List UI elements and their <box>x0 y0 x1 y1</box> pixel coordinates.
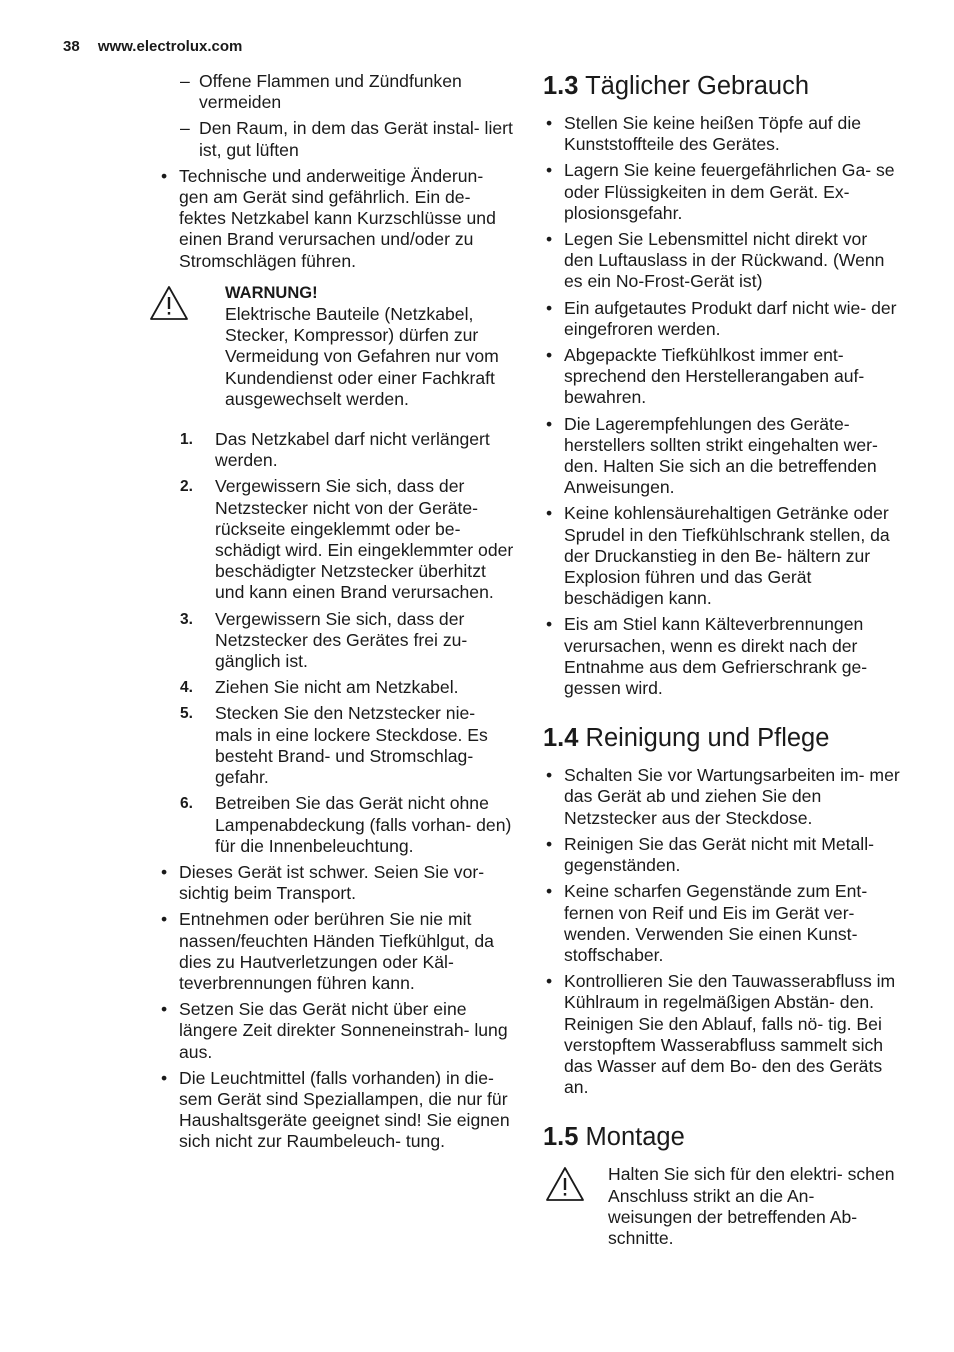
montage-text: Halten Sie sich für den elektri- schen Anschluss strikt an die An- weisungen der betreffenden Ab- schnitte. <box>608 1164 895 1248</box>
numbered-item: 3. Vergewissern Sie sich, dass der Netzstecker des Gerätes frei zu- gänglich ist. <box>180 608 468 672</box>
list-item: • Setzen Sie das Gerät nicht über eine längere Zeit direkter Sonneneinstrah- lung aus. <box>161 999 508 1062</box>
numbered-item: 4. Ziehen Sie nicht am Netzkabel. <box>180 677 459 698</box>
section-heading: 1.4 Reinigung und Pflege <box>543 724 830 753</box>
list-item: • Reinigen Sie das Gerät nicht mit Metall- gegenständen. <box>546 833 874 876</box>
warning-title: WARNUNG! <box>225 283 318 302</box>
list-item: • Legen Sie Lebensmittel nicht direkt vor den Luftauslass in der Rückwand. (Wenn es ein No-Frost-Gerät ist) <box>546 229 885 292</box>
numbered-item: 5. Stecken Sie den Netzstecker nie- mals in eine lockere Steckdose. Es besteht Brand- und Stromschlag- gefahr. <box>180 703 488 788</box>
list-item: • Ein aufgetautes Produkt darf nicht wie- der eingefroren werden. <box>546 297 897 339</box>
page-number: 38 <box>63 38 80 55</box>
list-item: • Kontrollieren Sie den Tauwasserabfluss im Kühlraum in regelmäßigen Abstän- den. Reinigen Sie den Ablauf, falls nö- tig. Bei verstopftem Wasserabfluss sammelt sich das Wasser auf dem Bo- den des Geräts an. <box>546 971 896 1098</box>
list-item: • Die Leuchtmittel (falls vorhanden) in die- sem Gerät sind Speziallampen, die nur für Haushaltsgeräte geeignet sind! Sie eignen sich nicht zur Raumbeleuch- tung. <box>161 1067 510 1152</box>
numbered-item: 1. Das Netzkabel darf nicht verlängert werden. <box>180 429 490 471</box>
list-item: • Die Lagerempfehlungen des Geräte- herstellers sollten strikt eingehalten wer- den. Halten Sie sich an die betreffenden Anweisungen. <box>546 413 878 498</box>
list-item: • Keine kohlensäurehaltigen Getränke oder Sprudel in den Tiefkühlschrank stellen, da der Druckanstieg in den Be- hältern zur Explosion führen und das Gerät beschädigen kann. <box>546 503 890 609</box>
list-item: – Offene Flammen und Zündfunken vermeiden <box>180 71 462 113</box>
list-item: • Abgepackte Tiefkühlkost immer ent- sprechend den Herstellerangaben auf- bewahren. <box>546 345 865 408</box>
montage-note <box>543 1164 901 1249</box>
list-item: • Eis am Stiel kann Kälteverbrennungen verursachen, wenn es direkt nach der Entnahme aus dem Gefrierschrank ge- gessen wird. <box>546 614 868 699</box>
warning-text: Elektrische Bauteile (Netzkabel, Stecker, Kompressor) dürfen zur Vermeidung von Gefahren nur vom Kundendienst oder einer Fachkraft ausgewechselt werden. <box>225 304 499 409</box>
list-item: • Keine scharfen Gegenstände zum Ent- fernen von Reif und Eis im Gerät ver- wenden. Verwenden Sie einen Kunst- stoffschaber. <box>546 881 868 965</box>
right-column <box>543 71 901 1249</box>
list-item: • Lagern Sie keine feuergefährlichen Ga- se oder Flüssigkeiten in dem Gerät. Ex- plosionsgefahr. <box>546 160 895 223</box>
section-heading: 1.3 Täglicher Gebrauch <box>543 72 810 100</box>
list-item: • Stellen Sie keine heißen Töpfe auf die Kunststoffteile des Gerätes. <box>546 113 862 155</box>
list-item: • Entnehmen oder berühren Sie nie mit nassen/feuchten Händen Tiefkühlgut, da dies zu Hautverletzungen oder Käl- teverbrennungen führen kann. <box>161 909 494 993</box>
warning-triangle-icon <box>545 1166 585 1202</box>
numbered-item: 6. Betreiben Sie das Gerät nicht ohne Lampenabdeckung (falls vorhan- den) für die Innenbeleuchtung. <box>180 793 512 856</box>
list-item: – Den Raum, in dem das Gerät instal- liert ist, gut lüften <box>180 118 513 160</box>
left-column <box>158 71 514 1158</box>
numbered-item: 2. Vergewissern Sie sich, dass der Netzstecker nicht von der Geräte- rückseite eingeklemmt oder be- schädigt wird. Ein eingeklemmter oder beschädigter Netzstecker überhitzt und kann einen Brand verursachen. <box>180 476 514 603</box>
section-heading: 1.5 Montage <box>543 1123 685 1152</box>
list-item: • Technische und anderweitige Änderun- gen am Gerät sind gefährlich. Ein de- fektes Netzkabel kann Kurzschlüsse und einen Brand verursachen und/oder zu Stromschlägen führen. <box>161 165 496 271</box>
website-url[interactable]: www.electrolux.com <box>97 38 243 55</box>
list-item: • Dieses Gerät ist schwer. Seien Sie vor- sichtig beim Transport. <box>161 861 485 904</box>
warning-box <box>158 283 514 410</box>
warning-triangle-icon <box>149 285 189 321</box>
list-item: • Schalten Sie vor Wartungsarbeiten im- mer das Gerät ab und ziehen Sie den Netzstecker aus der Steckdose. <box>546 765 900 828</box>
page-header <box>63 38 242 55</box>
